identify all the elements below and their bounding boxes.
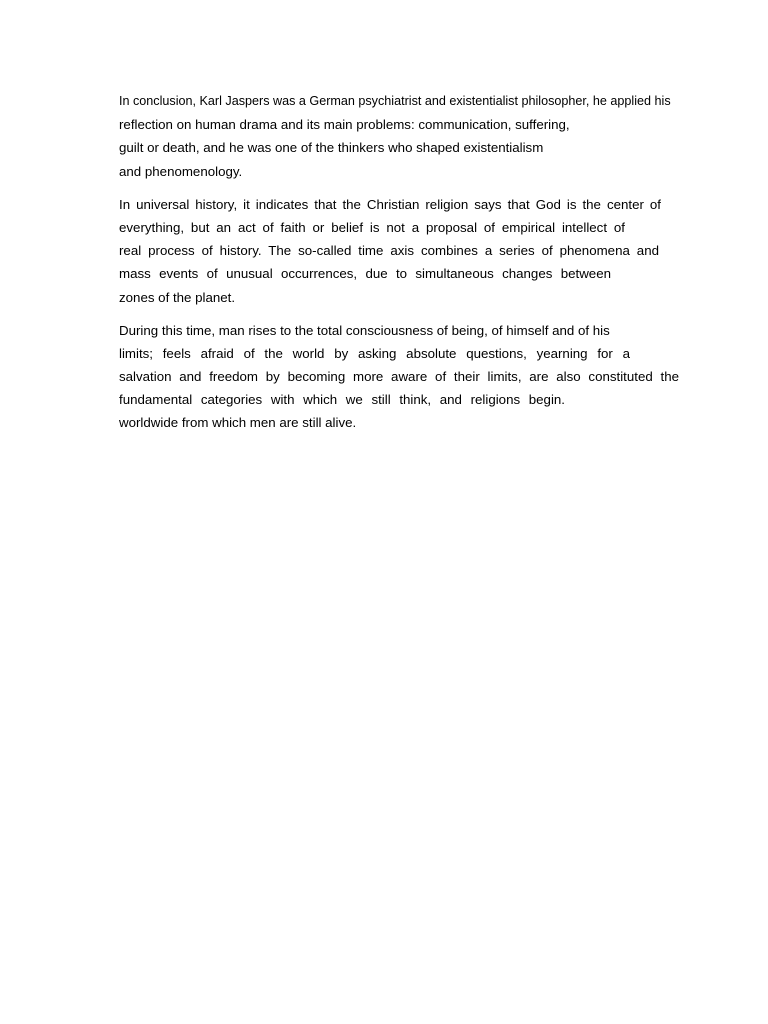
paragraph-line: limits; feels afraid of the world by asking absolute questions, yearning for a	[119, 345, 630, 361]
paragraph-line: real process of history. The so-called time axis combines a series of phenomena and	[119, 243, 659, 259]
paragraph-line: and phenomenology.	[119, 163, 243, 179]
paragraph-2	[119, 193, 709, 309]
paragraph-line: In universal history, it indicates that the Christian religion says that God is the center of	[119, 196, 661, 212]
paragraph-line: In conclusion, Karl Jaspers was a German psychiatrist and existentialist philosopher, he applied his	[119, 94, 671, 108]
paragraph-line: everything, but an act of faith or belief is not a proposal of empirical intellect of	[119, 219, 625, 235]
paragraph-line: zones of the planet.	[119, 289, 236, 305]
paragraph-line: mass events of unusual occurrences, due to simultaneous changes between	[119, 266, 611, 282]
paragraph-1	[119, 90, 709, 183]
document-body	[119, 90, 709, 445]
paragraph-line: salvation and freedom by becoming more aware of their limits, are also constituted the	[119, 369, 679, 385]
paragraph-3	[119, 319, 709, 435]
paragraph-line: reflection on human drama and its main problems: communication, suffering,	[119, 117, 570, 133]
paragraph-line: guilt or death, and he was one of the thinkers who shaped existentialism	[119, 140, 544, 156]
paragraph-line: During this time, man rises to the total consciousness of being, of himself and of his	[119, 322, 610, 338]
paragraph-line: fundamental categories with which we still think, and religions begin.	[119, 392, 565, 408]
paragraph-line: worldwide from which men are still alive.	[119, 415, 357, 431]
